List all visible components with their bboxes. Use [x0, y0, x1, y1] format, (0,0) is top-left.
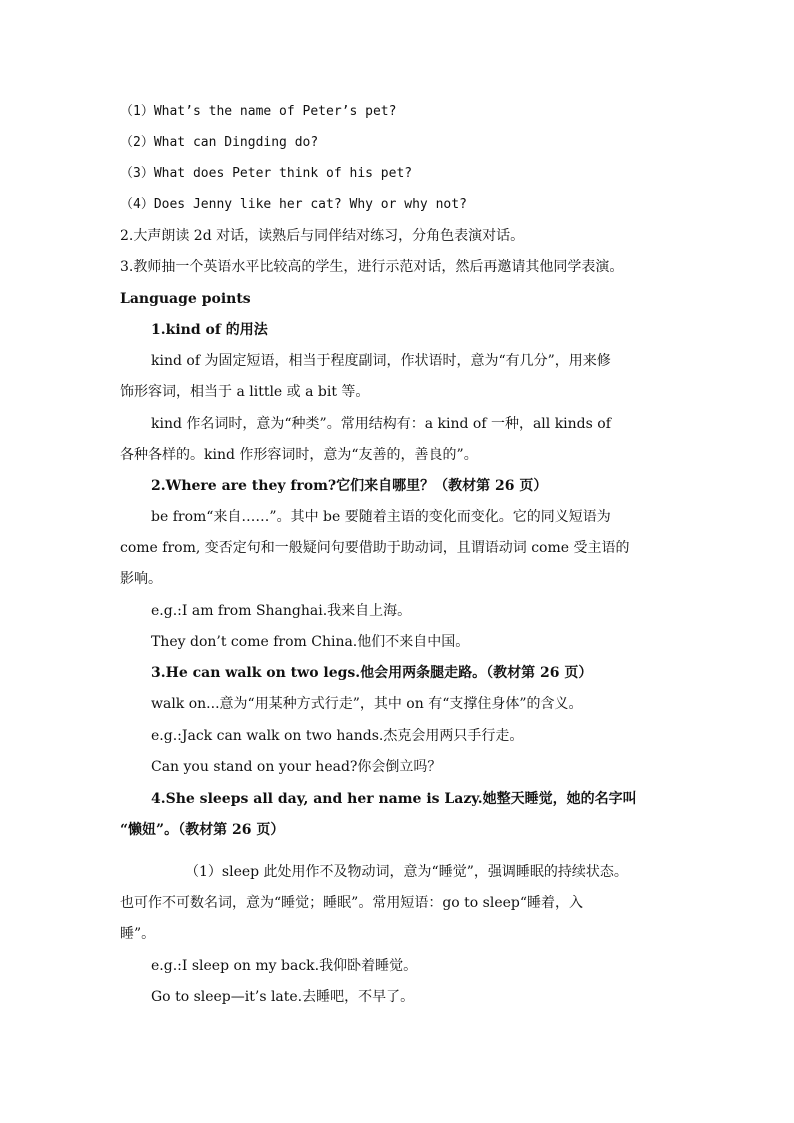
step-3-text: 3.教师抽一个英语水平比较高的学生，进行示范对话，然后再邀请其他同学表演。: [120, 259, 624, 275]
point-4-example-2: Go to sleep—it’s late.去睡吧，不早了。: [151, 989, 415, 1005]
point-4-line-2: 也可作不可数名词，意为“睡觉；睡眠”。常用短语：go to sleep“睡着，入: [120, 895, 584, 911]
point-1-line-2: 饰形容词，相当于 a little 或 a bit 等。: [120, 384, 370, 400]
point-1-line-1: kind of 为固定短语，相当于程度副词，作状语时，意为“有几分”，用来修: [151, 353, 611, 369]
point-3-title: 3.He can walk on two legs.他会用两条腿走路。（教材第 26 页）: [151, 665, 593, 681]
question-2: （2）What can Dingding do?: [120, 135, 319, 150]
point-1-line-3: kind 作名词时，意为“种类”。常用结构有：a kind of 一种，all kinds of: [151, 416, 611, 432]
point-4-line-3: 睡”。: [120, 926, 156, 942]
point-2-line-2: come from, 变否定句和一般疑问句要借助于助动词，且谓语动词 come 受主语的: [120, 540, 630, 556]
question-3: （3）What does Peter think of his pet?: [120, 166, 413, 181]
point-2-example-1: e.g.:I am from Shanghai.我来自上海。: [151, 603, 412, 619]
point-2-line-1: be from“来自……”。其中 be 要随着主语的变化而变化。它的同义短语为: [151, 509, 611, 525]
point-1-line-4: 各种各样的。kind 作形容词时，意为“友善的，善良的”。: [120, 447, 478, 463]
question-4: （4）Does Jenny like her cat? Why or why not?: [120, 197, 467, 212]
point-4-example-1: e.g.:I sleep on my back.我仰卧着睡觉。: [151, 958, 418, 974]
point-3-line-1: walk on...意为“用某种方式行走”，其中 on 有“支撑住身体”的含义。: [151, 696, 583, 712]
point-2-line-3: 影响。: [120, 571, 162, 587]
point-2-title: 2.Where are they from?它们来自哪里？（教材第 26 页）: [151, 478, 548, 494]
point-1-title: 1.kind of 的用法: [151, 322, 268, 338]
point-4-title-line-1: 4.She sleeps all day, and her name is Lazy.她整天睡觉，她的名字叫: [151, 791, 637, 807]
point-4-title-line-2: “懒妞”。（教材第 26 页）: [120, 822, 285, 838]
point-4-line-1: （1）sleep 此处用作不及物动词，意为“睡觉”，强调睡眠的持续状态。: [185, 864, 628, 880]
step-2-text: 2.大声朗读 2d 对话，读熟后与同伴结对练习，分角色表演对话。: [120, 228, 525, 244]
point-2-example-2: They don’t come from China.他们不来自中国。: [151, 634, 470, 650]
language-points-heading: Language points: [120, 291, 251, 307]
point-3-example-2: Can you stand on your head?你会倒立吗？: [151, 759, 442, 775]
question-1: （1）What’s the name of Peter’s pet?: [120, 104, 397, 119]
point-3-example-1: e.g.:Jack can walk on two hands.杰克会用两只手行走。: [151, 728, 524, 744]
